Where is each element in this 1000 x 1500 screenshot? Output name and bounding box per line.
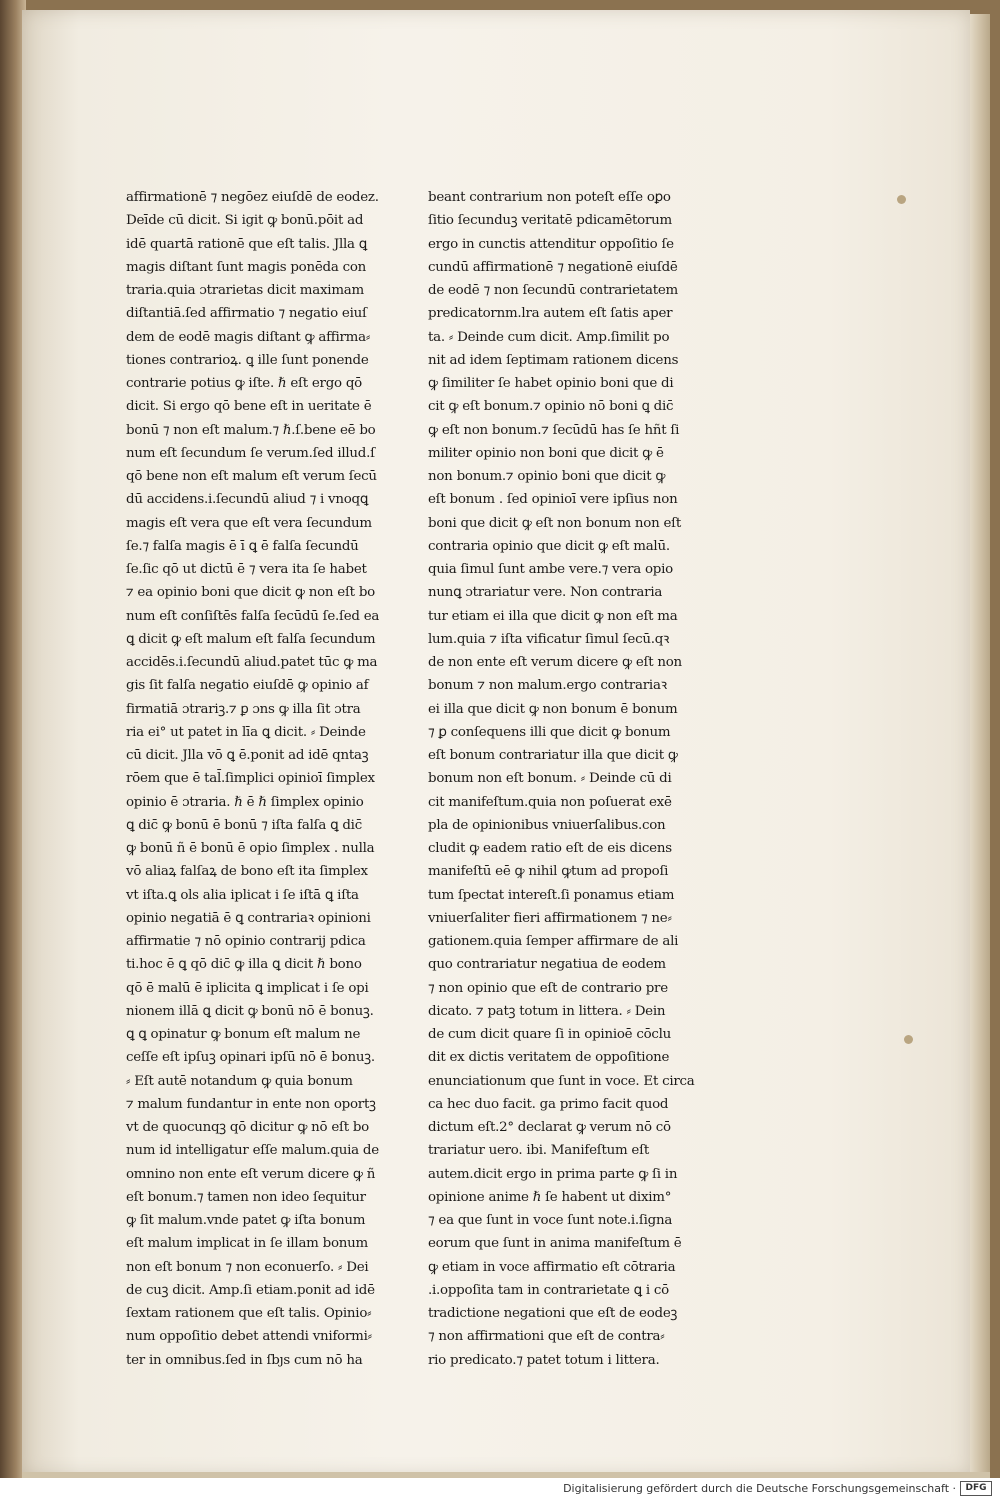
text-line: cundū affirmationē ⁊ negationē eiuſdē bbox=[428, 259, 678, 275]
text-line: accidēs.i.ſecundū aliud.patet tūc ꝙ ma bbox=[126, 655, 378, 670]
text-line: tradictione negationi que eſt de eodeꝫ bbox=[428, 1306, 678, 1321]
text-line: ſe.⁊ falſa magis ē ī ꝗ ē falſa ſecundū bbox=[126, 538, 359, 554]
text-line: quo contrariatur negatiua de eodem bbox=[428, 957, 666, 973]
text-line: ꝗ ꝗ opinatur ꝙ bonum eſt malum ne bbox=[126, 1027, 361, 1042]
text-line: predicatornm.lra autem eſt ſatis aper bbox=[428, 306, 673, 322]
text-line: affirmationē ⁊ negōez eiuſdē de eodez. bbox=[126, 190, 379, 205]
text-line: vt iſta.ꝗ ols alia iplicat i ſe iſtā ꝗ iſta bbox=[126, 887, 359, 903]
text-line: ca hec duo facit. ga primo facit quod bbox=[428, 1096, 669, 1112]
text-line: non bonum.⁊ opinio boni que dicit ꝙ bbox=[428, 469, 666, 484]
text-line: qō ē malū ē iplicita ꝗ implicat i ſe opi bbox=[126, 980, 369, 996]
text-line: opinio negatiā ē ꝗ contrariaꝛ opinioni bbox=[126, 910, 371, 926]
text-line: tum ſpectat intereſt.ſi ponamus etiam bbox=[428, 887, 675, 903]
text-line: rōem que ē tal̄.ſimplici opinioī ſimplex bbox=[126, 771, 375, 787]
text-line: eſt bonum . ſed opinioī vere ipſius non bbox=[428, 492, 678, 508]
text-line: diſtantiā.ſed affirmatio ⁊ negatio eiuſ bbox=[126, 306, 367, 322]
text-line: ꝙ eſt non bonum.⁊ ſecūdū has ſe hñt ſi bbox=[428, 422, 680, 438]
text-line: magis eſt vera que eſt vera ſecundum bbox=[126, 515, 372, 531]
text-line: ergo in cunctis attenditur oppoſitio ſe bbox=[428, 236, 674, 252]
text-line: vō aliaꝝ falſaꝝ de bono eſt ita ſimplex bbox=[126, 864, 368, 880]
text-line: manifeſtū eē ꝙ nihil ꝙtum ad propoſi bbox=[428, 864, 669, 880]
text-line: ria ei° ut patet in līa ꝗ dicit. ⸗ Deinde bbox=[126, 724, 366, 740]
text-line: eſt malum implicat in ſe illam bonum bbox=[126, 1236, 368, 1252]
text-line: ter in omnibus.ſed in ſbȷs cum nō ha bbox=[126, 1352, 363, 1368]
text-line: num id intelligatur eſſe malum.quia de bbox=[126, 1143, 379, 1159]
text-line: rio predicato.⁊ patet totum i littera. bbox=[428, 1352, 660, 1368]
text-line: ⁊ ꝑ conſequens illi que dicit ꝙ bonum bbox=[428, 724, 671, 740]
text-column-right bbox=[428, 186, 704, 1372]
text-line: vniuerſaliter fieri affirmationem ⁊ ne⸗ bbox=[428, 910, 672, 926]
paper-stain bbox=[897, 195, 906, 204]
text-line: pla de opinionibus vniuerſalibus.con bbox=[428, 817, 666, 833]
text-line: omnino non ente eſt verum dicere ꝙ ñ bbox=[126, 1166, 376, 1182]
text-line: .i.oppoſita tam in contrarietate ꝗ i cō bbox=[428, 1282, 669, 1298]
text-line: idē quartā rationē que eſt talis. Jlla ꝗ bbox=[126, 236, 368, 252]
text-line: num oppoſitio debet attendi vniformi⸗ bbox=[126, 1329, 372, 1345]
text-line: ſitio ſecunduꝫ veritatē pdicamētorum bbox=[428, 213, 672, 229]
text-line: nionem illā ꝗ dicit ꝙ bonū nō ē bonuꝫ. bbox=[126, 1003, 374, 1019]
text-line: dem de eodē magis diſtant ꝙ affirma⸗ bbox=[126, 329, 371, 345]
text-line: cū dicit. Jlla vō ꝗ ē.ponit ad idē qntaꝫ bbox=[126, 748, 369, 763]
text-line: ꝙ ſimiliter ſe habet opinio boni que di bbox=[428, 376, 674, 391]
text-line: de non ente eſt verum dicere ꝙ eſt non bbox=[428, 655, 682, 670]
text-line: ꝗ dicit ꝙ eſt malum eſt falſa ſecundum bbox=[126, 631, 376, 647]
text-line: ⸗ Eſt autē notandum ꝙ quia bonum bbox=[126, 1073, 353, 1089]
text-line: ⁊ non affirmationi que eſt de contra⸗ bbox=[428, 1329, 665, 1345]
funding-notice: Digitalisierung gefördert durch die Deutsche Forschungsgemeinschaft · bbox=[563, 1482, 956, 1495]
text-line: beant contrarium non poteſt eſſe oꝑo bbox=[428, 190, 671, 205]
text-line: quia ſimul ſunt ambe vere.⁊ vera opio bbox=[428, 562, 673, 577]
text-line: cit ꝙ eſt bonum.⁊ opinio nō boni ꝗ dic̄ bbox=[428, 399, 674, 415]
text-line: militer opinio non boni que dicit ꝙ ē bbox=[428, 445, 664, 461]
text-line: ꝙ bonū ñ ē bonū ē opio ſimplex . nulla bbox=[126, 841, 375, 856]
text-line: de cum dicit quare ſi in opinioē cōclu bbox=[428, 1027, 672, 1042]
text-line: ceſſe eſt ipſuꝫ opinari ipſū nō ē bonuꝫ. bbox=[126, 1050, 375, 1066]
text-line: ⁊ ea opinio boni que dicit ꝙ non eſt bo bbox=[126, 585, 375, 601]
text-line: eorum que ſunt in anima manifeſtum ē bbox=[428, 1236, 682, 1252]
text-line: gis ſit falſa negatio eiuſdē ꝙ opinio af bbox=[126, 678, 369, 694]
text-line: lum.quia ⁊ iſta vificatur ſimul ſecū.qꝛ bbox=[428, 631, 670, 647]
text-line: ꝙ ſit malum.vnde patet ꝙ iſta bonum bbox=[126, 1213, 366, 1228]
text-line: opinio ē ɔtraria. ℏ ē ℏ ſimplex opinio bbox=[126, 794, 364, 810]
text-line: bonum non eſt bonum. ⸗ Deinde cū di bbox=[428, 771, 672, 787]
text-line: non eſt bonum ⁊ non econuerſo. ⸗ Dei bbox=[126, 1259, 369, 1275]
text-line: ſextam rationem que eſt talis. Opinio⸗ bbox=[126, 1306, 372, 1321]
text-line: dū accidens.i.ſecundū aliud ⁊ i vnoqꝗ bbox=[126, 492, 369, 508]
text-line: Deīde cū dicit. Si igit ꝙ bonū.pōit ad bbox=[126, 213, 364, 229]
text-line: cit manifeſtum.quia non poſuerat exē bbox=[428, 794, 672, 810]
text-line: num eſt conſiſtēs falſa ſecūdū ſe.ſed ea bbox=[126, 608, 380, 624]
text-line: bonum ⁊ non malum.ergo contrariaꝛ bbox=[428, 678, 667, 694]
text-line: vt de quocunqꝫ qō dicitur ꝙ nō eſt bo bbox=[126, 1120, 369, 1135]
text-line: eſt bonum contrariatur illa que dicit ꝙ bbox=[428, 748, 678, 763]
text-line: ⁊ non opinio que eſt de contrario pre bbox=[428, 980, 668, 996]
text-line: firmatiā ɔtrariꝫ.⁊ ꝑ ɔns ꝙ illa ſit ɔtra bbox=[126, 701, 361, 717]
text-line: magis diſtant ſunt magis ponēda con bbox=[126, 259, 367, 275]
text-line: bonū ⁊ non eſt malum.⁊ ℏ.ſ.bene eē bo bbox=[126, 422, 376, 438]
text-line: qō bene non eſt malum eſt verum ſecū bbox=[126, 469, 377, 484]
text-line: traria.quia ɔtrarietas dicit maximam bbox=[126, 283, 364, 298]
text-line: cludit ꝙ eadem ratio eſt de eis dicens bbox=[428, 841, 672, 856]
text-line: nunꝗ ɔtrariatur vere. Non contraria bbox=[428, 585, 663, 601]
text-line: ꝗ dic̄ ꝙ bonū ē bonū ⁊ iſta falſa ꝗ dic̄ bbox=[126, 817, 362, 833]
text-line: gationem.quia ſemper affirmare de ali bbox=[428, 934, 679, 949]
text-line: ta. ⸗ Deinde cum dicit. Amp.ſimilit po bbox=[428, 329, 670, 345]
paper-stain bbox=[904, 1035, 913, 1044]
text-line: dicit. Si ergo qō bene eſt in ueritate ē bbox=[126, 399, 372, 415]
text-line: dicato. ⁊ patꝫ totum in littera. ⸗ Dein bbox=[428, 1003, 666, 1019]
text-line: ꝙ etiam in voce affirmatio eſt cōtraria bbox=[428, 1259, 676, 1275]
text-line: de eodē ⁊ non ſecundū contrarietatem bbox=[428, 283, 678, 298]
text-line: affirmatie ⁊ nō opinio contrarij pdica bbox=[126, 934, 366, 949]
text-line: boni que dicit ꝙ eſt non bonum non eſt bbox=[428, 515, 682, 531]
text-line: tur etiam ei illa que dicit ꝙ non eſt ma bbox=[428, 608, 678, 624]
text-line: nit ad idem ſeptimam rationem dicens bbox=[428, 352, 679, 368]
text-line: contrarie potius ꝙ iſte. ℏ eſt ergo qō bbox=[126, 376, 362, 391]
text-line: ⁊ malum fundantur in ente non oportꝫ bbox=[126, 1096, 376, 1112]
text-line: autem.dicit ergo in prima parte ꝙ ſi in bbox=[428, 1166, 678, 1182]
text-line: tiones contrarioꝝ. ꝗ ille ſunt ponende bbox=[126, 352, 369, 368]
page-edges bbox=[968, 14, 990, 1476]
text-line: num eſt ſecundum ſe verum.ſed illud.ſ bbox=[126, 445, 375, 461]
text-line: dictum eſt.2° declarat ꝙ verum nō cō bbox=[428, 1120, 671, 1135]
text-line: ti.hoc ē ꝗ qō dic̄ ꝙ illa ꝗ dicit ℏ bono bbox=[126, 957, 362, 973]
text-line: ⁊ ea que ſunt in voce ſunt note.i.ſigna bbox=[428, 1213, 673, 1228]
text-line: enunciationum que ſunt in voce. Et circa bbox=[428, 1073, 695, 1089]
text-column-left bbox=[126, 186, 402, 1372]
text-line: dit ex dictis veritatem de oppoſitione bbox=[428, 1050, 670, 1066]
text-line: opinione anime ℏ ſe habent ut dixim° bbox=[428, 1189, 672, 1205]
text-line: ei illa que dicit ꝙ non bonum ē bonum bbox=[428, 701, 678, 717]
dfg-logo: DFG bbox=[960, 1481, 992, 1496]
text-line: contraria opinio que dicit ꝙ eſt malū. bbox=[428, 538, 670, 554]
text-line: trariatur uero. ibi. Manifeſtum eſt bbox=[428, 1143, 649, 1159]
text-line: de cuꝫ dicit. Amp.ſi etiam.ponit ad idē bbox=[126, 1282, 375, 1298]
footer-bar bbox=[0, 1478, 1000, 1500]
text-line: eſt bonum.⁊ tamen non ideo ſequitur bbox=[126, 1189, 366, 1205]
text-line: ſe.ſic qō ut dictū ē ⁊ vera ita ſe habet bbox=[126, 562, 367, 577]
